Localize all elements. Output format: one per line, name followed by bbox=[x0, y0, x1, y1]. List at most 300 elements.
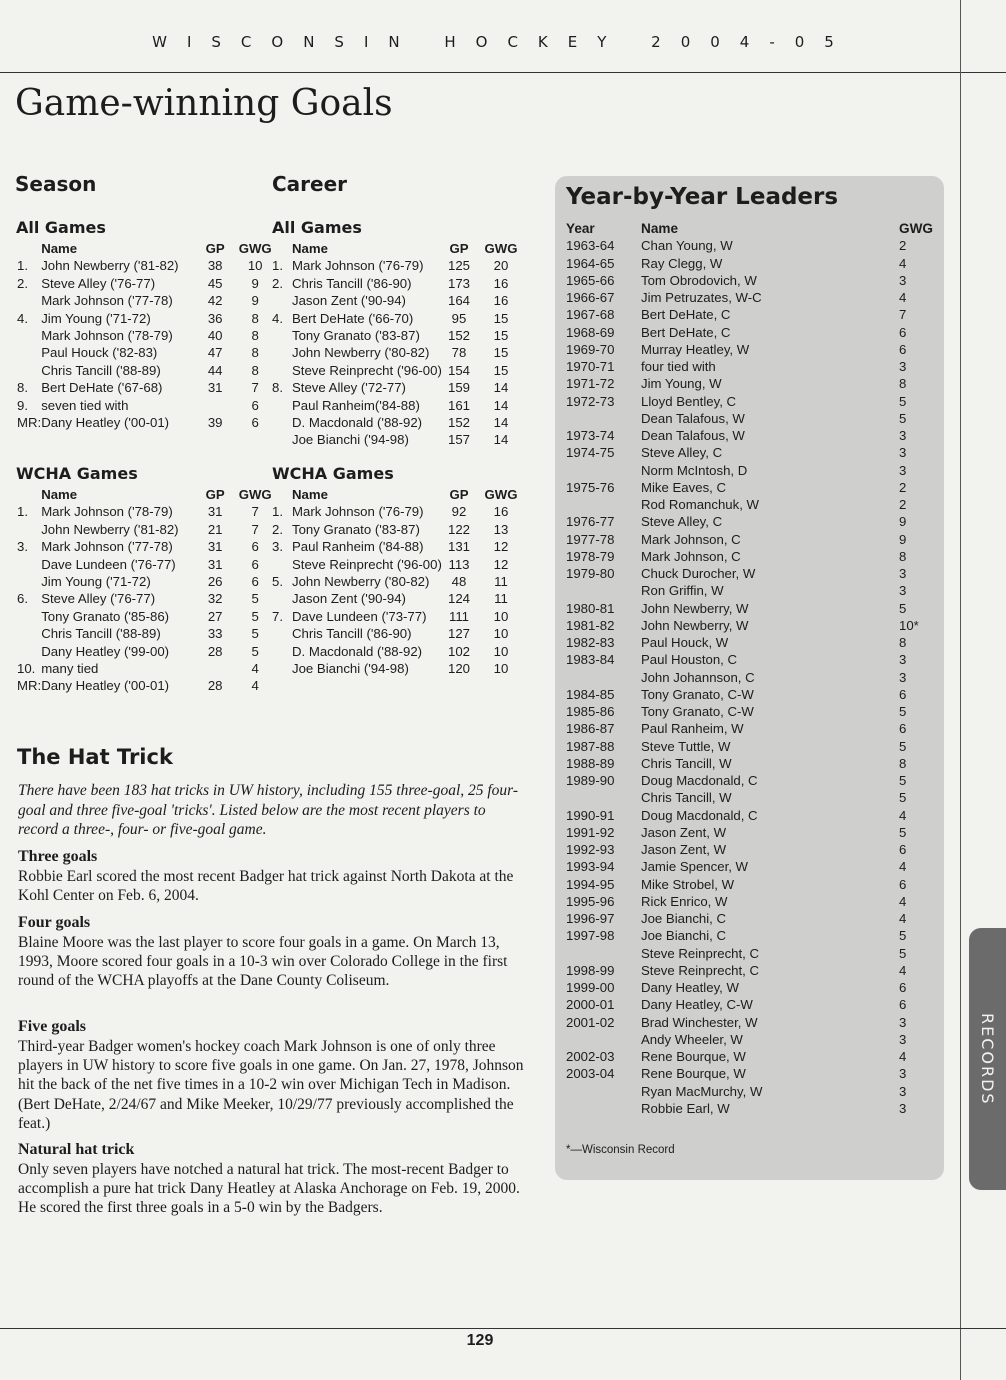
table-row bbox=[566, 962, 933, 979]
rank-cell bbox=[272, 643, 292, 660]
rank-cell bbox=[272, 327, 292, 344]
gp-cell: 127 bbox=[447, 626, 470, 642]
gwg-cell: 6 bbox=[899, 842, 907, 857]
gp-cell: 152 bbox=[447, 328, 470, 344]
table-row bbox=[566, 686, 933, 703]
gwg-cell: 16 bbox=[493, 275, 509, 291]
gp-cell: 21 bbox=[207, 521, 223, 537]
gwg-cell: 5 bbox=[899, 824, 907, 840]
name-cell: Jason Zent, W bbox=[641, 824, 727, 840]
table-header-row bbox=[17, 240, 276, 257]
gwg-cell: 4 bbox=[899, 290, 907, 305]
year-cell: 1999-00 bbox=[566, 980, 615, 995]
table-row bbox=[566, 548, 933, 565]
table-row bbox=[566, 893, 933, 910]
name-cell: Mark Johnson ('77-78) bbox=[41, 539, 173, 555]
gp-cell: 33 bbox=[207, 626, 223, 642]
year-cell: 1987-88 bbox=[566, 738, 615, 754]
gwg-cell: 9 bbox=[899, 531, 907, 547]
name-cell: John Newberry, W bbox=[641, 617, 749, 633]
gwg-cell: 6 bbox=[899, 721, 907, 737]
gwg-cell: 2 bbox=[899, 497, 907, 512]
rank-cell bbox=[272, 362, 292, 379]
gwg-cell: 6 bbox=[251, 556, 259, 572]
name-cell: Dany Heatley ('00-01) bbox=[41, 678, 170, 694]
gwg-cell: 8 bbox=[251, 362, 259, 378]
year-by-year-heading: Year-by-Year Leaders bbox=[566, 184, 839, 210]
page-number: 129 bbox=[466, 1332, 494, 1349]
gwg-cell: 6 bbox=[899, 341, 907, 357]
name-cell: Dany Heatley ('00-01) bbox=[41, 415, 170, 431]
four-goals-heading: Four goals bbox=[18, 914, 91, 931]
year-cell bbox=[566, 496, 641, 513]
name-cell: Tony Granato ('83-87) bbox=[292, 328, 420, 344]
gwg-cell: 5 bbox=[899, 928, 907, 944]
gp-cell: 152 bbox=[447, 415, 470, 431]
name-cell: Doug Macdonald, C bbox=[641, 773, 758, 788]
gp-cell: 31 bbox=[207, 504, 223, 520]
table-row bbox=[272, 590, 526, 607]
rank-cell bbox=[17, 608, 41, 625]
name-cell: Dean Talafous, W bbox=[641, 428, 745, 443]
gwg-cell: 6 bbox=[251, 415, 259, 431]
gwg-cell: 9 bbox=[251, 275, 259, 291]
name-cell: Mark Johnson, C bbox=[641, 531, 741, 547]
gwg-cell: 5 bbox=[251, 626, 259, 642]
table-row bbox=[272, 660, 526, 677]
table-row bbox=[566, 375, 933, 392]
name-header: Name bbox=[292, 487, 328, 502]
name-cell: Paul Houck ('82-83) bbox=[41, 345, 158, 361]
table-row bbox=[566, 358, 933, 375]
table-row bbox=[17, 573, 276, 590]
name-cell: Paul Ranheim ('84-88) bbox=[292, 539, 424, 555]
table-row bbox=[272, 431, 526, 448]
table-row bbox=[566, 427, 933, 444]
name-cell: Chuck Durocher, W bbox=[641, 566, 756, 581]
name-cell: Mark Johnson ('78-79) bbox=[41, 504, 173, 520]
name-cell: many tied bbox=[41, 661, 99, 677]
year-cell: 1980-81 bbox=[566, 600, 615, 616]
gwg-cell: 10 bbox=[247, 258, 263, 274]
gwg-cell: 3 bbox=[899, 1014, 907, 1030]
table-row bbox=[566, 651, 933, 668]
name-cell: D. Macdonald ('88-92) bbox=[292, 415, 423, 431]
records-side-tab bbox=[969, 928, 1006, 1190]
name-cell: Doug Macdonald, C bbox=[641, 807, 758, 823]
name-cell: Mark Johnson ('76-79) bbox=[292, 258, 424, 274]
gwg-cell: 4 bbox=[251, 661, 259, 677]
name-cell: Chris Tancill, W bbox=[641, 755, 732, 771]
gwg-cell: 3 bbox=[899, 272, 907, 288]
table-row bbox=[566, 582, 933, 599]
gp-cell: 36 bbox=[207, 310, 223, 326]
table-row bbox=[272, 414, 526, 431]
gwg-cell: 3 bbox=[899, 462, 907, 478]
gp-cell: 124 bbox=[447, 591, 470, 607]
gwg-cell: 8 bbox=[251, 345, 259, 361]
gp-cell: 28 bbox=[207, 678, 223, 694]
gwg-header: GWG bbox=[899, 221, 933, 236]
rank-cell: 7. bbox=[272, 608, 283, 624]
name-cell: Jamie Spencer, W bbox=[641, 859, 749, 875]
table-row bbox=[566, 720, 933, 737]
rank-cell bbox=[272, 556, 292, 573]
name-cell: Chris Tancill ('86-90) bbox=[292, 626, 412, 642]
name-cell: Steve Reinprecht, C bbox=[641, 945, 760, 961]
year-cell: 1968-69 bbox=[566, 324, 615, 340]
gp-cell: 122 bbox=[447, 521, 470, 537]
name-header: Name bbox=[292, 241, 328, 256]
rank-cell: MR: bbox=[17, 678, 42, 694]
season-heading: Season bbox=[15, 172, 97, 196]
gwg-cell: 3 bbox=[899, 1083, 907, 1099]
gwg-cell: 5 bbox=[899, 393, 907, 409]
gwg-cell: 3 bbox=[899, 669, 907, 685]
rank-cell: 1. bbox=[17, 258, 28, 274]
name-cell: Jim Young ('71-72) bbox=[41, 310, 151, 326]
bottom-rule bbox=[0, 1328, 1006, 1329]
gp-cell bbox=[196, 397, 234, 414]
table-row bbox=[566, 755, 933, 772]
gwg-cell: 8 bbox=[899, 755, 907, 771]
rank-cell bbox=[272, 590, 292, 607]
name-cell: John Newberry ('80-82) bbox=[292, 345, 430, 361]
year-cell: 1971-72 bbox=[566, 376, 615, 392]
rank-cell: 2. bbox=[272, 521, 283, 537]
year-cell: 1993-94 bbox=[566, 859, 615, 875]
table-row bbox=[272, 379, 526, 396]
name-cell: Ron Griffin, W bbox=[641, 583, 724, 599]
rank-cell: 8. bbox=[17, 380, 28, 396]
name-cell: Jim Petruzates, W-C bbox=[641, 290, 762, 305]
name-cell: Chan Young, W bbox=[641, 238, 733, 254]
gwg-cell: 5 bbox=[899, 773, 907, 788]
rank-cell bbox=[17, 362, 41, 379]
table-row bbox=[566, 789, 933, 806]
gp-cell: 28 bbox=[207, 643, 223, 659]
year-cell: 1977-78 bbox=[566, 531, 615, 547]
name-cell: Brad Winchester, W bbox=[641, 1014, 758, 1030]
career-heading: Career bbox=[272, 172, 348, 196]
gwg-cell: 7 bbox=[251, 521, 259, 537]
name-cell: Steve Alley, C bbox=[641, 514, 723, 530]
gwg-cell: 9 bbox=[899, 514, 907, 530]
name-cell: Joe Bianchi ('94-98) bbox=[292, 661, 409, 677]
year-cell: 1972-73 bbox=[566, 393, 615, 409]
gp-cell: 38 bbox=[207, 258, 223, 274]
year-cell: 1970-71 bbox=[566, 359, 615, 374]
rank-cell bbox=[272, 414, 292, 431]
rank-cell: 9. bbox=[17, 397, 28, 413]
gp-header: GP bbox=[205, 241, 225, 256]
name-cell: Paul Ranheim, W bbox=[641, 721, 744, 737]
table-row bbox=[17, 643, 276, 660]
name-cell: Steve Reinprecht, C bbox=[641, 962, 760, 978]
gp-cell: 161 bbox=[447, 397, 470, 413]
year-cell: 1989-90 bbox=[566, 773, 615, 788]
rank-cell: 2. bbox=[17, 275, 28, 291]
name-cell: Rod Romanchuk, W bbox=[641, 497, 759, 512]
gwg-cell: 16 bbox=[493, 293, 509, 309]
table-header-row bbox=[566, 220, 933, 237]
gwg-cell: 6 bbox=[899, 876, 907, 892]
name-cell: Jason Zent ('90-94) bbox=[292, 591, 406, 607]
gwg-cell: 3 bbox=[899, 1031, 907, 1047]
gp-cell: 42 bbox=[207, 293, 223, 309]
table-row bbox=[272, 625, 526, 642]
name-cell: John Johannson, C bbox=[641, 669, 755, 685]
natural-hat-trick-text: Only seven players have notched a natural hat trick. The most-recent Badger to accomplish a pure hat trick Dany Heatley at Alaska Anchorage on Feb. 19, 2000. He scored the first three goals in a 5-0 win by the Badgers. bbox=[18, 1161, 520, 1217]
career-all-games-table bbox=[272, 240, 526, 449]
year-cell bbox=[566, 1083, 641, 1100]
rank-cell: 5. bbox=[272, 574, 283, 590]
name-cell: Dean Talafous, W bbox=[641, 410, 745, 426]
gwg-header: GWG bbox=[484, 241, 518, 256]
gp-cell: 173 bbox=[447, 275, 470, 291]
season-wcha-games-heading: WCHA Games bbox=[16, 464, 138, 483]
gwg-cell: 5 bbox=[899, 704, 907, 719]
rank-cell bbox=[17, 643, 41, 660]
table-row bbox=[566, 272, 933, 289]
table-row bbox=[566, 531, 933, 548]
table-row bbox=[17, 257, 276, 274]
gp-cell: 78 bbox=[451, 345, 467, 361]
year-cell: 2002-03 bbox=[566, 1049, 615, 1064]
table-row bbox=[17, 538, 276, 555]
gp-cell: 164 bbox=[447, 293, 470, 309]
gwg-cell: 4 bbox=[251, 678, 259, 694]
table-row bbox=[566, 772, 933, 789]
name-cell: Chris Tancill, W bbox=[641, 790, 732, 806]
table-row bbox=[566, 341, 933, 358]
year-cell: 1978-79 bbox=[566, 548, 615, 564]
table-row bbox=[17, 310, 276, 327]
table-row bbox=[566, 807, 933, 824]
gwg-cell: 11 bbox=[494, 574, 508, 590]
gp-cell: 113 bbox=[448, 556, 470, 572]
name-cell: Rene Bourque, W bbox=[641, 1066, 746, 1082]
rank-cell bbox=[17, 327, 41, 344]
name-cell: Steve Reinprecht ('96-00) bbox=[292, 362, 442, 378]
name-cell: Paul Ranheim('84-88) bbox=[292, 397, 420, 413]
gwg-cell: 4 bbox=[899, 255, 907, 271]
gp-cell: 31 bbox=[207, 539, 223, 555]
name-cell: John Newberry ('80-82) bbox=[292, 574, 430, 590]
footnote: *—Wisconsin Record bbox=[566, 1144, 675, 1156]
gwg-cell: 15 bbox=[493, 328, 509, 344]
table-row bbox=[17, 379, 276, 396]
rank-cell: 10. bbox=[17, 661, 36, 677]
year-by-year-table bbox=[566, 220, 933, 1117]
five-goals-text: Third-year Badger women's hockey coach Mark Johnson is one of only three players in UW history to score five goals in one game. On Jan. 27, 1978, Johnson hit the back of the net five times in a 10-2 win over Michigan Tech in Madison. (Bert DeHate, 2/24/67 and Mike Meeker, 10/29/77 previously accomplished the feat.) bbox=[18, 1038, 524, 1132]
gwg-cell: 8 bbox=[899, 376, 907, 392]
year-cell: 1975-76 bbox=[566, 479, 615, 495]
gp-cell: 27 bbox=[207, 608, 223, 624]
table-row bbox=[566, 565, 933, 582]
rank-cell: 2. bbox=[272, 275, 283, 291]
name-cell: D. Macdonald ('88-92) bbox=[292, 643, 423, 659]
gwg-cell: 3 bbox=[899, 1066, 907, 1082]
year-cell bbox=[566, 1100, 641, 1117]
year-cell: 1963-64 bbox=[566, 238, 615, 254]
rank-cell bbox=[17, 573, 41, 590]
gwg-cell: 15 bbox=[493, 345, 509, 361]
year-cell: 1992-93 bbox=[566, 842, 615, 857]
table-row bbox=[17, 590, 276, 607]
name-cell: Ray Clegg, W bbox=[641, 255, 723, 271]
gwg-cell: 4 bbox=[899, 962, 907, 978]
gwg-cell: 3 bbox=[899, 359, 907, 374]
year-cell: 1983-84 bbox=[566, 652, 615, 668]
name-cell: Steve Reinprecht ('96-00) bbox=[292, 556, 442, 572]
rank-cell: 4. bbox=[17, 310, 28, 326]
table-row bbox=[272, 362, 526, 379]
four-goals-text: Blaine Moore was the last player to score four goals in a game. On March 13, 1993, Moore scored four goals in a 10-3 win over Colorado College in the first round of the WCHA playoffs at the Dane County Coliseum. bbox=[18, 934, 508, 990]
name-cell: Jim Young ('71-72) bbox=[41, 574, 151, 590]
table-row bbox=[566, 979, 933, 996]
natural-hat-trick-heading: Natural hat trick bbox=[18, 1141, 135, 1158]
gwg-cell: 12 bbox=[493, 539, 509, 555]
season-wcha-games-table bbox=[17, 486, 276, 695]
year-cell bbox=[566, 410, 641, 427]
table-row bbox=[272, 310, 526, 327]
gwg-cell: 4 bbox=[899, 893, 907, 909]
year-cell: 1994-95 bbox=[566, 876, 615, 892]
table-row bbox=[272, 538, 526, 555]
name-cell: Rick Enrico, W bbox=[641, 893, 728, 909]
rank-cell: 3. bbox=[272, 539, 283, 555]
rank-cell: 1. bbox=[272, 504, 283, 520]
gp-cell: 95 bbox=[451, 310, 467, 326]
gwg-cell: 15 bbox=[493, 310, 509, 326]
gwg-cell: 6 bbox=[251, 539, 259, 555]
gp-cell: 48 bbox=[451, 574, 467, 590]
name-cell: Mark Johnson ('77-78) bbox=[41, 293, 173, 309]
name-cell: Dave Lundeen ('76-77) bbox=[41, 556, 176, 572]
name-cell: Chris Tancill ('86-90) bbox=[292, 275, 412, 291]
table-row bbox=[566, 462, 933, 479]
table-row bbox=[566, 996, 933, 1013]
table-row bbox=[566, 444, 933, 461]
gwg-cell: 13 bbox=[493, 521, 509, 537]
gwg-cell: 7 bbox=[899, 307, 907, 323]
gp-cell: 44 bbox=[207, 362, 223, 378]
name-header: Name bbox=[41, 487, 78, 502]
gwg-cell: 14 bbox=[493, 415, 509, 431]
table-row bbox=[566, 393, 933, 410]
table-row bbox=[17, 503, 276, 520]
year-cell: 1997-98 bbox=[566, 928, 615, 944]
gwg-cell: 5 bbox=[251, 591, 259, 607]
rank-cell bbox=[272, 344, 292, 361]
gwg-cell: 16 bbox=[493, 504, 509, 520]
name-cell: Dany Heatley, C-W bbox=[641, 997, 753, 1013]
rank-cell: 1. bbox=[272, 258, 283, 274]
name-cell: Joe Bianchi ('94-98) bbox=[292, 432, 409, 448]
table-row bbox=[566, 1014, 933, 1031]
gwg-cell: 6 bbox=[899, 324, 907, 340]
table-row bbox=[566, 496, 933, 513]
table-row bbox=[272, 257, 526, 274]
rank-cell bbox=[272, 292, 292, 309]
rank-cell: 1. bbox=[17, 504, 28, 520]
three-goals-text: Robbie Earl scored the most recent Badger hat trick against North Dakota at the Kohl Center on Feb. 6, 2004. bbox=[18, 868, 514, 905]
top-rule bbox=[0, 72, 1006, 73]
gwg-cell: 8 bbox=[251, 310, 259, 326]
table-row bbox=[272, 327, 526, 344]
page-title: Game-winning Goals bbox=[15, 83, 393, 124]
year-cell: 1967-68 bbox=[566, 307, 615, 323]
name-cell: Tom Obrodovich, W bbox=[641, 272, 757, 288]
rank-cell bbox=[17, 521, 41, 538]
gwg-cell: 7 bbox=[251, 380, 259, 396]
gwg-cell: 3 bbox=[899, 1100, 907, 1116]
name-cell: Dany Heatley ('99-00) bbox=[41, 643, 170, 659]
year-cell: 2003-04 bbox=[566, 1066, 615, 1082]
gwg-cell: 10 bbox=[493, 608, 509, 624]
table-row bbox=[566, 945, 933, 962]
gwg-cell: 7 bbox=[251, 504, 259, 520]
gp-cell: 125 bbox=[447, 258, 470, 274]
table-row bbox=[17, 397, 276, 414]
career-wcha-games-heading: WCHA Games bbox=[272, 464, 394, 483]
gwg-cell: 20 bbox=[493, 258, 509, 274]
year-header: Year bbox=[566, 221, 595, 236]
gwg-cell: 3 bbox=[899, 566, 907, 581]
name-cell: Mike Eaves, C bbox=[641, 479, 727, 495]
name-cell: Jason Zent ('90-94) bbox=[292, 293, 406, 309]
table-row bbox=[272, 521, 526, 538]
gwg-header: GWG bbox=[238, 241, 272, 256]
gp-cell: 131 bbox=[447, 539, 470, 555]
five-goals-heading: Five goals bbox=[18, 1018, 86, 1035]
rank-cell: 4. bbox=[272, 310, 283, 326]
name-cell: four tied with bbox=[641, 359, 716, 374]
name-header: Name bbox=[41, 241, 78, 256]
gwg-cell: 2 bbox=[899, 238, 907, 254]
name-cell: Steve Tuttle, W bbox=[641, 738, 731, 754]
name-cell: Tony Granato, C-W bbox=[641, 704, 754, 719]
name-cell: John Newberry ('81-82) bbox=[41, 521, 179, 537]
table-row bbox=[566, 634, 933, 651]
table-row bbox=[272, 292, 526, 309]
gwg-cell: 5 bbox=[899, 790, 907, 806]
year-cell bbox=[566, 462, 641, 479]
name-cell: Lloyd Bentley, C bbox=[641, 393, 737, 409]
rank-cell bbox=[17, 292, 41, 309]
rank-cell: 6. bbox=[17, 591, 28, 607]
rank-cell: 3. bbox=[17, 539, 28, 555]
gwg-cell: 3 bbox=[899, 583, 907, 599]
gwg-cell: 11 bbox=[494, 591, 508, 607]
name-cell: Norm McIntosh, D bbox=[641, 462, 748, 478]
gp-cell: 154 bbox=[447, 362, 470, 378]
table-row bbox=[566, 1083, 933, 1100]
gp-cell: 102 bbox=[447, 643, 470, 659]
rank-cell bbox=[17, 625, 41, 642]
gwg-cell: 3 bbox=[899, 652, 907, 668]
year-cell: 1984-85 bbox=[566, 686, 615, 702]
name-cell: Murray Heatley, W bbox=[641, 341, 750, 357]
name-cell: Jason Zent, W bbox=[641, 842, 727, 857]
name-cell: Dany Heatley, W bbox=[641, 980, 739, 995]
table-row bbox=[17, 660, 276, 677]
rank-header bbox=[272, 240, 292, 257]
gp-cell: 39 bbox=[207, 415, 223, 431]
table-row bbox=[17, 327, 276, 344]
table-row bbox=[566, 410, 933, 427]
